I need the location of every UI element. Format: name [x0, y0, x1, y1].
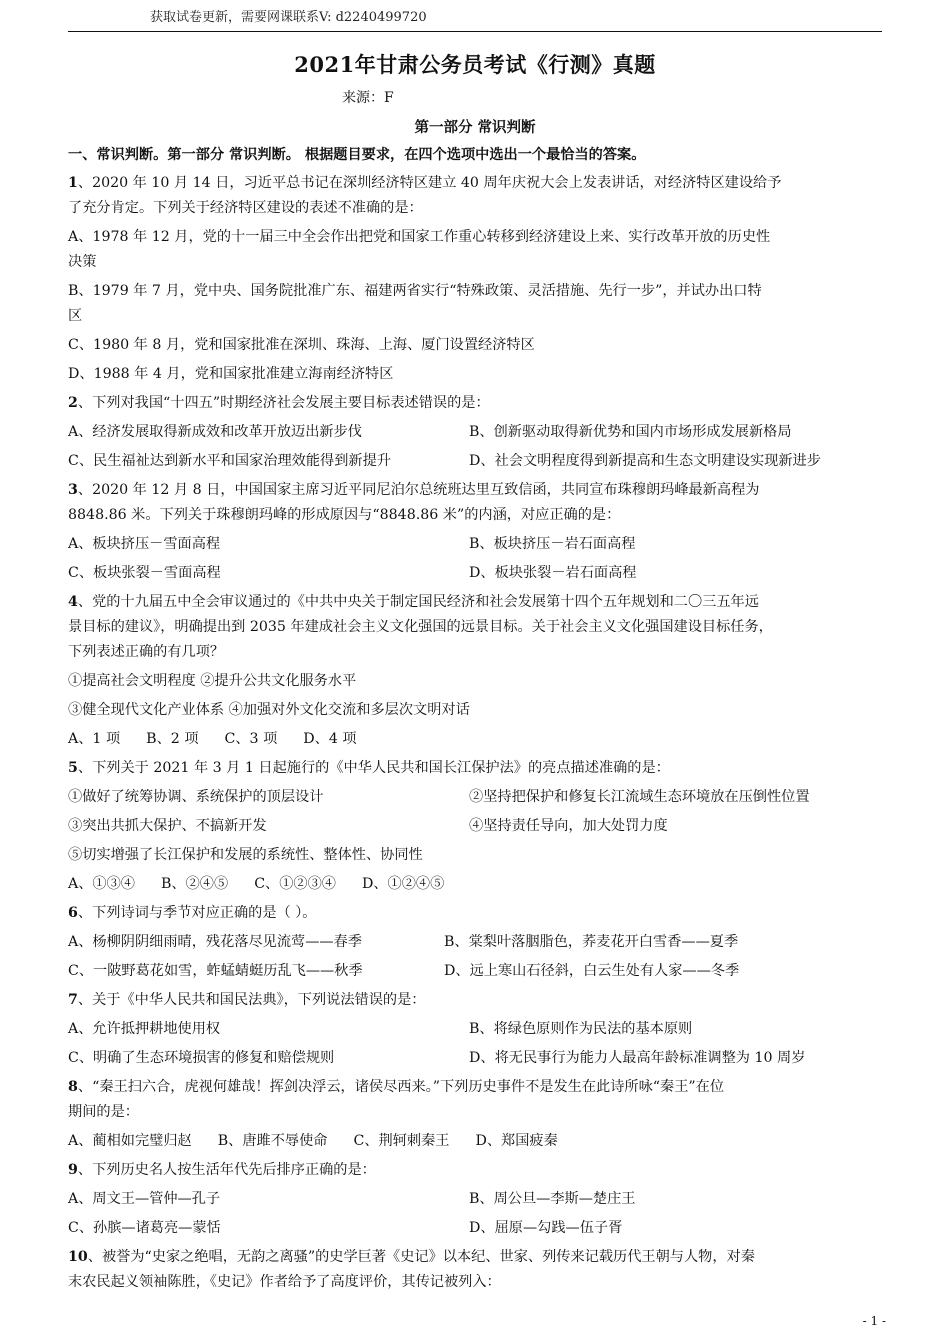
question-10 [68, 1245, 888, 1295]
option-b: B、2 项 [146, 731, 199, 747]
statement-4: ④坚持责任导向，加大处罚力度 [469, 818, 668, 834]
option-b [68, 279, 888, 329]
header-divider [68, 31, 882, 32]
question-number: 3 [68, 482, 78, 498]
option-c: C、1980 年 8 月，党和国家批准在深圳、珠海、上海、厦门设置经济特区 [68, 337, 535, 353]
question-4 [68, 590, 888, 665]
option-d: D、板块张裂－岩石面高程 [469, 565, 637, 581]
question-stem-continued: 下列表述正确的有几项？ [68, 644, 225, 660]
question-stem-continued: 了充分肯定。下列关于经济特区建设的表述不准确的是： [68, 200, 423, 216]
option-c: C、明确了生态环境损害的修复和赔偿规则 [68, 1050, 335, 1066]
statement-row [68, 785, 888, 810]
question-6 [68, 901, 888, 926]
question-7 [68, 988, 888, 1013]
option-c: C、孙膑—诸葛亮—蒙恬 [68, 1220, 221, 1236]
option-b: B、将绿色原则作为民法的基本原则 [469, 1021, 693, 1037]
question-number: 8 [68, 1079, 78, 1095]
question-stem: 、2020 年 12 月 8 日，中国国家主席习近平同尼泊尔总统班达里互致信函，共同宣布珠穆朗玛峰最新高程为 [77, 482, 760, 498]
option-d: D、远上寒山石径斜，白云生处有人家——冬季 [444, 963, 740, 979]
option-row [68, 872, 888, 897]
question-number: 4 [68, 594, 78, 610]
option-row [68, 449, 888, 474]
option-row [68, 1129, 888, 1154]
option-b: B、板块挤压－岩石面高程 [469, 536, 636, 552]
option-c: C、民生福祉达到新水平和国家治理效能得到新提升 [68, 453, 391, 469]
question-stem-continued: 景目标的建议》，明确提出到 2035 年建成社会主义文化强国的远景目标。关于社会主义文化强国建设目标任务， [68, 619, 773, 635]
question-stem: 、下列关于 2021 年 3 月 1 日起施行的《中华人民共和国长江保护法》的亮点描述准确的是： [77, 760, 670, 776]
option-a: A、经济发展取得新成效和改革开放迈出新步伐 [68, 424, 362, 440]
statement-2: ②坚持把保护和修复长江流域生态环境放在压倒性位置 [469, 789, 810, 805]
question-number: 9 [68, 1162, 78, 1178]
statement-row [68, 814, 888, 839]
question-stem-continued: 末农民起义领袖陈胜，《史记》作者给予了高度评价，其传记被列入： [68, 1274, 501, 1290]
question-9 [68, 1158, 888, 1183]
option-row [68, 1216, 888, 1241]
option-d: D、社会文明程度得到新提高和生态文明建设实现新进步 [469, 453, 821, 469]
section-heading: 一、常识判断。第一部分 常识判断。 根据题目要求，在四个选项中选出一个最恰当的答案。 [68, 147, 646, 163]
question-number: 7 [68, 992, 78, 1008]
question-number: 1 [68, 175, 78, 191]
option-d: D、①②④⑤ [361, 876, 445, 892]
page-title: 2021年甘肃公务员考试《行测》真题 [294, 52, 656, 77]
option-b: B、②④⑤ [161, 876, 229, 892]
option-a: A、蔺相如完璧归赵 [68, 1133, 192, 1149]
option-d: D、1988 年 4 月，党和国家批准建立海南经济特区 [68, 366, 394, 382]
header-contact-note: 获取试卷更新，需要网课联系V: d2240499720 [150, 10, 427, 25]
option-d: D、将无民事行为能力人最高年龄标准调整为 10 周岁 [469, 1050, 806, 1066]
option-c: C、板块张裂－雪面高程 [68, 565, 221, 581]
question-3 [68, 478, 888, 528]
question-number: 10 [68, 1249, 88, 1265]
question-body [68, 143, 888, 1299]
source-line: 来源：F [342, 90, 394, 106]
option-d: D、郑国疲秦 [475, 1133, 558, 1149]
option-d: D、屈原—勾践—伍子胥 [469, 1220, 623, 1236]
question-8 [68, 1075, 888, 1125]
option-b: B、唐雎不辱使命 [217, 1133, 328, 1149]
option-text: A、1978 年 12 月，党的十一届三中全会作出把党和国家工作重心转移到经济建设上来、实行改革开放的历史性 [68, 229, 771, 245]
option-text: B、1979 年 7 月，党中央、国务院批准广东、福建两省实行“特殊政策、灵活措施、先行一步”，并试办出口特 [68, 283, 762, 299]
question-5 [68, 756, 888, 781]
question-stem: 、关于《中华人民共和国民法典》，下列说法错误的是： [77, 992, 426, 1008]
option-row [68, 532, 888, 557]
statement-1: ①做好了统筹协调、系统保护的顶层设计 [68, 789, 324, 805]
question-1 [68, 171, 888, 221]
option-row [68, 561, 888, 586]
page-number: - 1 - [862, 1314, 886, 1328]
option-a: A、板块挤压－雪面高程 [68, 536, 221, 552]
option-row [68, 1017, 888, 1042]
option-b: B、周公旦—李斯—楚庄王 [469, 1191, 636, 1207]
option-text-continued: 决策 [68, 254, 97, 270]
option-c: C、3 项 [224, 731, 278, 747]
option-row [68, 930, 888, 955]
statement-3: ③突出共抓大保护、不搞新开发 [68, 818, 267, 834]
question-stem: 、下列对我国“十四五”时期经济社会发展主要目标表述错误的是： [77, 395, 490, 411]
option-a: A、周文王—管仲—孔子 [68, 1191, 221, 1207]
option-row [68, 727, 888, 752]
option-a: A、杨柳阴阴细雨晴，残花落尽见流莺——春季 [68, 934, 362, 950]
option-text-continued: 区 [68, 308, 83, 324]
question-number: 2 [68, 395, 78, 411]
part-title: 第一部分 常识判断 [414, 119, 536, 136]
question-stem: 、2020 年 10 月 14 日，习近平总书记在深圳经济特区建立 40 周年庆祝大会上发表讲话，对经济特区建设给予 [77, 175, 782, 191]
option-b: B、棠梨叶落胭脂色，荞麦花开白雪香——夏季 [444, 934, 739, 950]
question-stem: 、下列诗词与季节对应正确的是（ ）。 [77, 905, 317, 921]
option-row [68, 1046, 888, 1071]
question-stem: 、党的十九届五中全会审议通过的《中共中央关于制定国民经济和社会发展第十四个五年规划和二〇三五年远 [77, 594, 759, 610]
option-d: D、4 项 [303, 731, 357, 747]
question-stem: 、下列历史名人按生活年代先后排序正确的是： [77, 1162, 376, 1178]
option-row [68, 420, 888, 445]
option-row [68, 1187, 888, 1212]
statement-row: ③健全现代文化产业体系 ④加强对外文化交流和多层次文明对话 [68, 702, 470, 718]
question-stem: 、被誉为“史家之绝唱，无韵之离骚”的史学巨著《史记》以本纪、世家、列传来记载历代王朝与人物，对秦 [87, 1249, 755, 1265]
question-number: 6 [68, 905, 78, 921]
option-a [68, 225, 888, 275]
option-c: C、荆轲刺秦王 [353, 1133, 450, 1149]
option-c: C、①②③④ [254, 876, 336, 892]
question-stem-continued: 期间的是： [68, 1104, 139, 1120]
option-a: A、1 项 [68, 731, 121, 747]
option-a: A、①③④ [68, 876, 135, 892]
option-a: A、允许抵押耕地使用权 [68, 1021, 221, 1037]
option-row [68, 959, 888, 984]
question-stem: 、“秦王扫六合，虎视何雄哉！挥剑决浮云，诸侯尽西来。”下列历史事件不是发生在此诗所咏“秦王”在位 [77, 1079, 725, 1095]
statement-5: ⑤切实增强了长江保护和发展的系统性、整体性、协同性 [68, 847, 423, 863]
question-2 [68, 391, 888, 416]
question-stem-continued: 8848.86 米。下列关于珠穆朗玛峰的形成原因与“8848.86 米”的内涵，对应正确的是： [68, 507, 621, 523]
option-b: B、创新驱动取得新优势和国内市场形成发展新格局 [469, 424, 792, 440]
option-c: C、一陂野葛花如雪，蚱蜢蜻蜓历乱飞——秋季 [68, 963, 363, 979]
statement-row: ①提高社会文明程度 ②提升公共文化服务水平 [68, 673, 357, 689]
question-number: 5 [68, 760, 78, 776]
